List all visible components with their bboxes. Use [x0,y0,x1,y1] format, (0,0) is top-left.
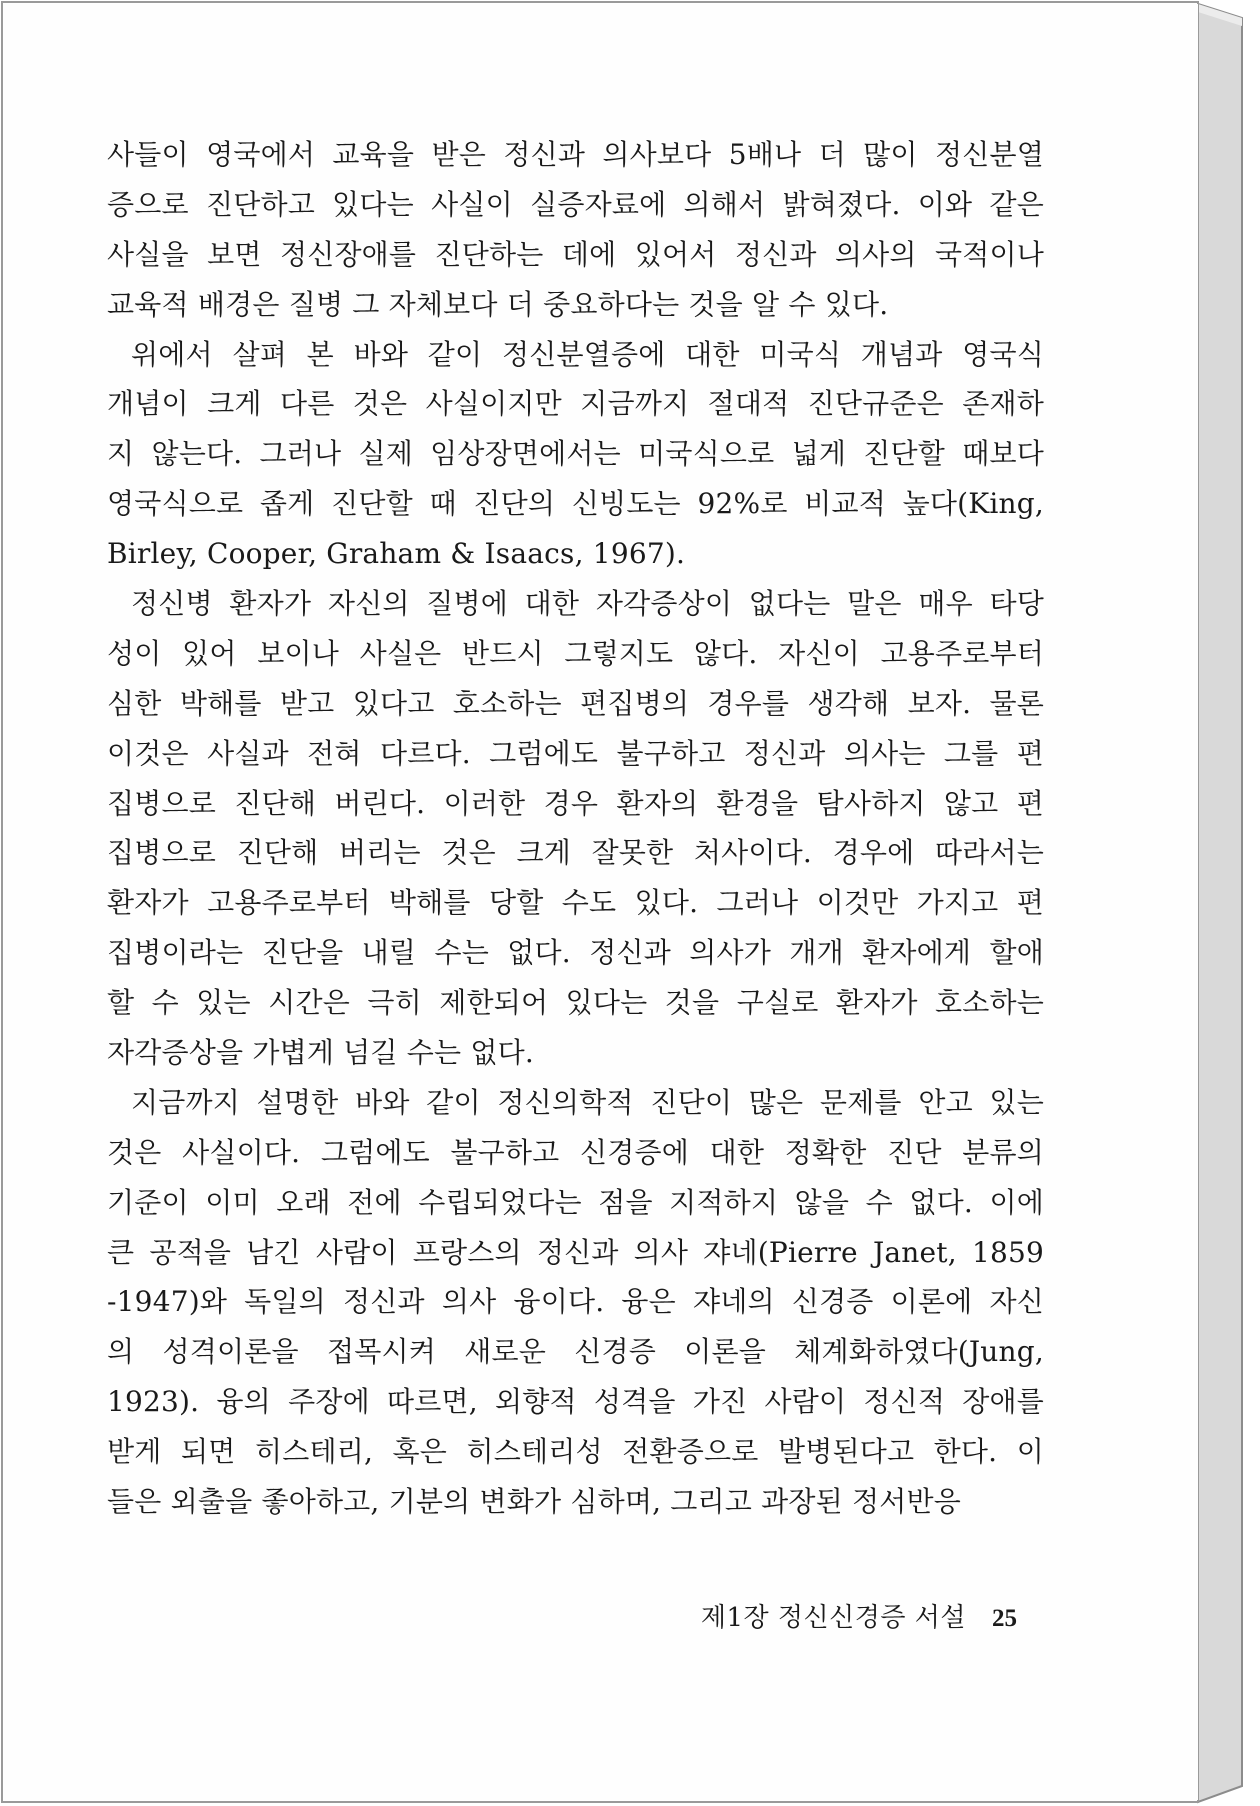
text-line: 1923). 융의 주장에 따르면, 외향적 성격을 가진 사람이 정신적 장애를 [107,1385,1044,1419]
paragraph [107,130,1044,330]
text-line: 성이 있어 보이나 사실은 반드시 그렇지도 않다. 자신이 고용주로부터 [107,636,1044,670]
text-line: -1947)와 독일의 정신과 의사 융이다. 융은 쟈네의 신경증 이론에 자신 [107,1285,1044,1319]
text-line: 위에서 살펴 본 바와 같이 정신분열증에 대한 미국식 개념과 영국식 [131,337,1044,371]
text-line: 들은 외출을 좋아하고, 기분의 변화가 심하며, 그리고 과장된 정서반응 [107,1485,961,1519]
body-text [107,130,1044,1527]
text-line: Birley, Cooper, Graham & Isaacs, 1967). [107,537,686,571]
document-page [4,4,1198,1800]
text-line: 지 않는다. 그러나 실제 임상장면에서는 미국식으로 넓게 진단할 때보다 [107,437,1044,471]
text-line: 큰 공적을 남긴 사람이 프랑스의 정신과 의사 쟈네(Pierre Janet, 1859 [107,1235,1044,1269]
text-line: 사들이 영국에서 교육을 받은 정신과 의사보다 5배나 더 많이 정신분열 [107,138,1044,171]
text-line: 집병으로 진단해 버리는 것은 크게 잘못한 처사이다. 경우에 따라서는 [107,836,1044,870]
text-line: 기준이 이미 오래 전에 수립되었다는 점을 지적하지 않을 수 없다. 이에 [107,1185,1044,1219]
text-line: 심한 박해를 받고 있다고 호소하는 편집병의 경우를 생각해 보자. 물론 [107,686,1044,720]
text-line: 사실을 보면 정신장애를 진단하는 데에 있어서 정신과 의사의 국적이나 [107,237,1044,271]
paragraph [107,1078,1044,1527]
text-line: 영국식으로 좁게 진단할 때 진단의 신빙도는 92%로 비교적 높다(King, [107,487,1044,521]
text-line: 환자가 고용주로부터 박해를 당할 수도 있다. 그러나 이것만 가지고 편 [107,886,1044,920]
page-content [107,130,1044,1690]
text-line: 집병으로 진단해 버린다. 이러한 경우 환자의 환경을 탐사하지 않고 편 [107,786,1044,820]
paragraph [107,579,1044,1078]
text-line: 교육적 배경은 질병 그 자체보다 더 중요하다는 것을 알 수 있다. [107,287,889,321]
text-line: 것은 사실이다. 그럼에도 불구하고 신경증에 대한 정확한 진단 분류의 [107,1135,1044,1169]
page-number: 25 [992,1605,1017,1632]
text-line: 지금까지 설명한 바와 같이 정신의학적 진단이 많은 문제를 안고 있는 [131,1085,1044,1119]
text-line: 개념이 크게 다른 것은 사실이지만 지금까지 절대적 진단규준은 존재하 [107,387,1044,421]
running-footer [107,1597,1017,1634]
text-line: 받게 되면 히스테리, 혹은 히스테리성 전환증으로 발병된다고 한다. 이 [107,1435,1044,1469]
text-line: 정신병 환자가 자신의 질병에 대한 자각증상이 없다는 말은 매우 타당 [131,587,1044,621]
text-line: 집병이라는 진단을 내릴 수는 없다. 정신과 의사가 개개 환자에게 할애 [107,936,1044,970]
text-line: 자각증상을 가볍게 넘길 수는 없다. [107,1036,534,1070]
paragraph [107,330,1044,579]
text-line: 할 수 있는 시간은 극히 제한되어 있다는 것을 구실로 환자가 호소하는 [107,986,1044,1020]
text-line: 의 성격이론을 접목시켜 새로운 신경증 이론을 체계화하였다(Jung, [107,1335,1044,1369]
text-line: 이것은 사실과 전혀 다르다. 그럼에도 불구하고 정신과 의사는 그를 편 [107,736,1044,770]
chapter-title: 제1장 정신신경증 서설 [700,1603,966,1633]
text-line: 증으로 진단하고 있다는 사실이 실증자료에 의해서 밝혀졌다. 이와 같은 [107,187,1044,221]
